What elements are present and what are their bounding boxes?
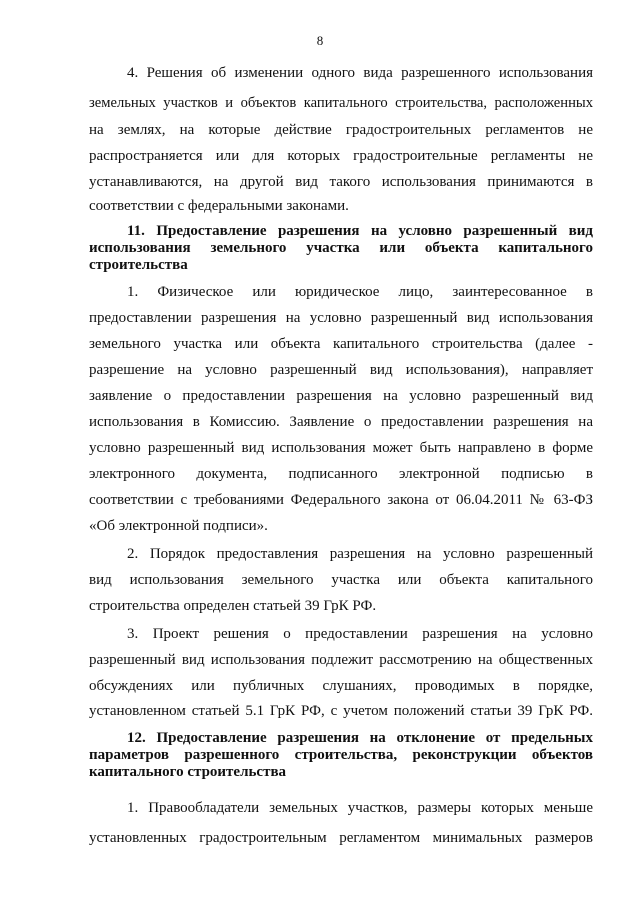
text-line: распространяется или для которых градостроительные регламенты не bbox=[89, 148, 593, 164]
text-line: электронного документа, подписанного электронной подписью в bbox=[89, 466, 593, 482]
text-line: разрешение на условно разрешенный вид использования), направляет bbox=[89, 362, 593, 378]
text-line: соответствии с федеральными законами. bbox=[89, 198, 349, 214]
text-line: 3. Проект решения о предоставлении разрешения на условно bbox=[127, 626, 593, 642]
section-heading: параметров разрешенного строительства, реконструкции объектов bbox=[89, 747, 593, 763]
section-heading: использования земельного участка или объекта капитального bbox=[89, 240, 593, 256]
text-line: вид использования земельного участка или объекта капитального bbox=[89, 572, 593, 588]
text-line: условно разрешенный вид использования может быть направлено в форме bbox=[89, 440, 593, 456]
section-heading: 11. Предоставление разрешения на условно разрешенный вид bbox=[127, 223, 593, 239]
text-line: 2. Порядок предоставления разрешения на условно разрешенный bbox=[127, 546, 593, 562]
text-line: на землях, на которые действие градостроительных регламентов не bbox=[89, 122, 593, 138]
text-line: соответствии с требованиями Федерального закона от 06.04.2011 № 63-ФЗ bbox=[89, 492, 593, 508]
text-line: обсуждениях или публичных слушаниях, проводимых в порядке, bbox=[89, 678, 593, 694]
section-heading: капитального строительства bbox=[89, 764, 287, 780]
text-line: 1. Правообладатели земельных участков, размеры которых меньше bbox=[127, 800, 593, 816]
text-line: разрешенный вид использования подлежит рассмотрению на общественных bbox=[89, 652, 593, 668]
text-line: использования в Комиссию. Заявление о предоставлении разрешения на bbox=[89, 414, 593, 430]
text-line: установленных градостроительным регламентом минимальных размеров bbox=[89, 830, 593, 846]
text-line: земельного участка или объекта капитального строительства (далее - bbox=[89, 336, 593, 352]
text-line: устанавливаются, на другой вид такого использования принимаются в bbox=[89, 174, 593, 190]
text-line: заявление о предоставлении разрешения на условно разрешенный вид bbox=[89, 388, 593, 404]
text-line: строительства определен статьей 39 ГрК РФ. bbox=[89, 598, 377, 614]
section-heading: 12. Предоставление разрешения на отклонение от предельных bbox=[127, 730, 593, 746]
text-line: предоставлении разрешения на условно разрешенный вид использования bbox=[89, 310, 593, 326]
text-line: «Об электронной подписи». bbox=[89, 518, 268, 534]
text-line: 4. Решения об изменении одного вида разрешенного использования bbox=[127, 65, 593, 81]
text-line: установленном статьей 5.1 ГрК РФ, с учетом положений статьи 39 ГрК РФ. bbox=[89, 703, 593, 719]
section-heading: строительства bbox=[89, 257, 188, 273]
text-line: земельных участков и объектов капитального строительства, расположенных bbox=[89, 95, 593, 111]
text-line: 1. Физическое или юридическое лицо, заинтересованное в bbox=[127, 284, 593, 300]
page-number: 8 bbox=[316, 33, 324, 48]
